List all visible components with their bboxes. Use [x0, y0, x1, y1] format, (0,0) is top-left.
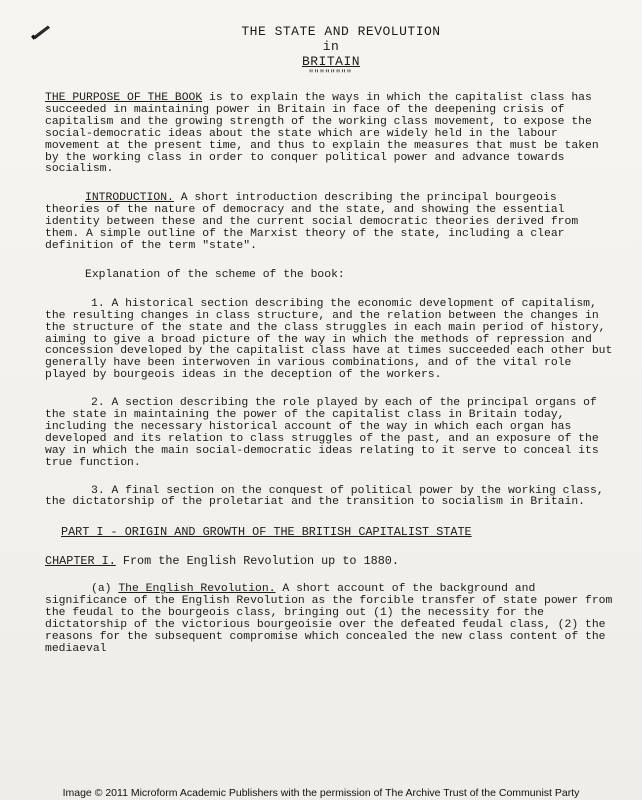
chapter-1-title: From the English Revolution up to 1880. [115, 554, 399, 569]
purpose-heading: THE PURPOSE OF THE BOOK [45, 92, 203, 104]
chapter-1-line [45, 555, 615, 568]
scheme-item-1: 1. A historical section describing the economic development of capitalism, the resulting changes in class structure, and the relation between the changes in the structure of the state and the class struggles in each main period of history, aiming to give a broad picture of the way in which the methods of repression and concession developed by the capitalist class have at times succeeded each other but generally have been interwoven in various combinations, and of the vital role played by bourgeois ideas in the deception of the workers. [45, 297, 613, 382]
copyright-footer: Image © 2011 Microform Academic Publishers with the permission of The Archive Trust of the Communist Party [62, 787, 580, 799]
purpose-text: is to explain the ways in which the capitalist class has succeeded in maintaining power in Britain in face of the deepening crisis of capitalism and the growing strength of the working class movement, to expose the social-democratic ideas about the state which are widely held in the labour movement at the present time, and thus to explain the measures that must be taken by the working class in order to conquer political power and advance towards socialism. [45, 92, 599, 176]
title-line-3: BRITAIN [301, 54, 361, 69]
purpose-paragraph [45, 93, 615, 176]
title-block [0, 24, 642, 79]
scheme-heading: Explanation of the scheme of the book: [85, 268, 345, 281]
section-a-text: A short account of the background and significance of the English Revolution as the forcible transfer of state power from the feudal to the bourgeois class, bringing out (1) the necessity for the dictatorship of the victorious bourgeoisie over the defeated feudal class, (2) the reasons for the subsequent compromise which concealed the new class content of the mediaeval [45, 583, 613, 655]
introduction-heading: INTRODUCTION. [85, 192, 174, 205]
section-a-heading: The English Revolution. [118, 583, 276, 596]
title-line-1: THE STATE AND REVOLUTION [241, 24, 441, 39]
title-rule: """""""" [308, 69, 352, 79]
scheme-item-2: 2. A section describing the role played by each of the principal organs of the state in maintaining the power of the capitalist class in Britain today, including the necessary historical account of the way in which each organ has developed and its relation to class struggles of the past, and an exposure of the way in which the main social-democratic ideas relating to it serve to conceal its true function. [45, 397, 599, 469]
part-1-heading: PART I - ORIGIN AND GROWTH OF THE BRITISH CAPITALIST STATE [61, 525, 472, 540]
chapter-1-label: CHAPTER I. [45, 554, 116, 569]
title-line-2: in [322, 39, 340, 54]
section-a-prefix: (a) [91, 583, 119, 596]
section-a-paragraph [45, 584, 615, 655]
scheme-item-3: 3. A final section on the conquest of political power by the working class, the dictatorship of the proletariat and the transition to socialism in Britain. [45, 484, 604, 509]
introduction-text: A short introduction describing the principal bourgeois theories of the nature of democracy and the state, and showing the essential identity between these and the current social democratic theories derived from them. A simple outline of the Marxist theory of the state, including a clear definition of the term "state". [45, 192, 579, 252]
document-body [45, 93, 615, 656]
introduction-paragraph [45, 193, 615, 253]
